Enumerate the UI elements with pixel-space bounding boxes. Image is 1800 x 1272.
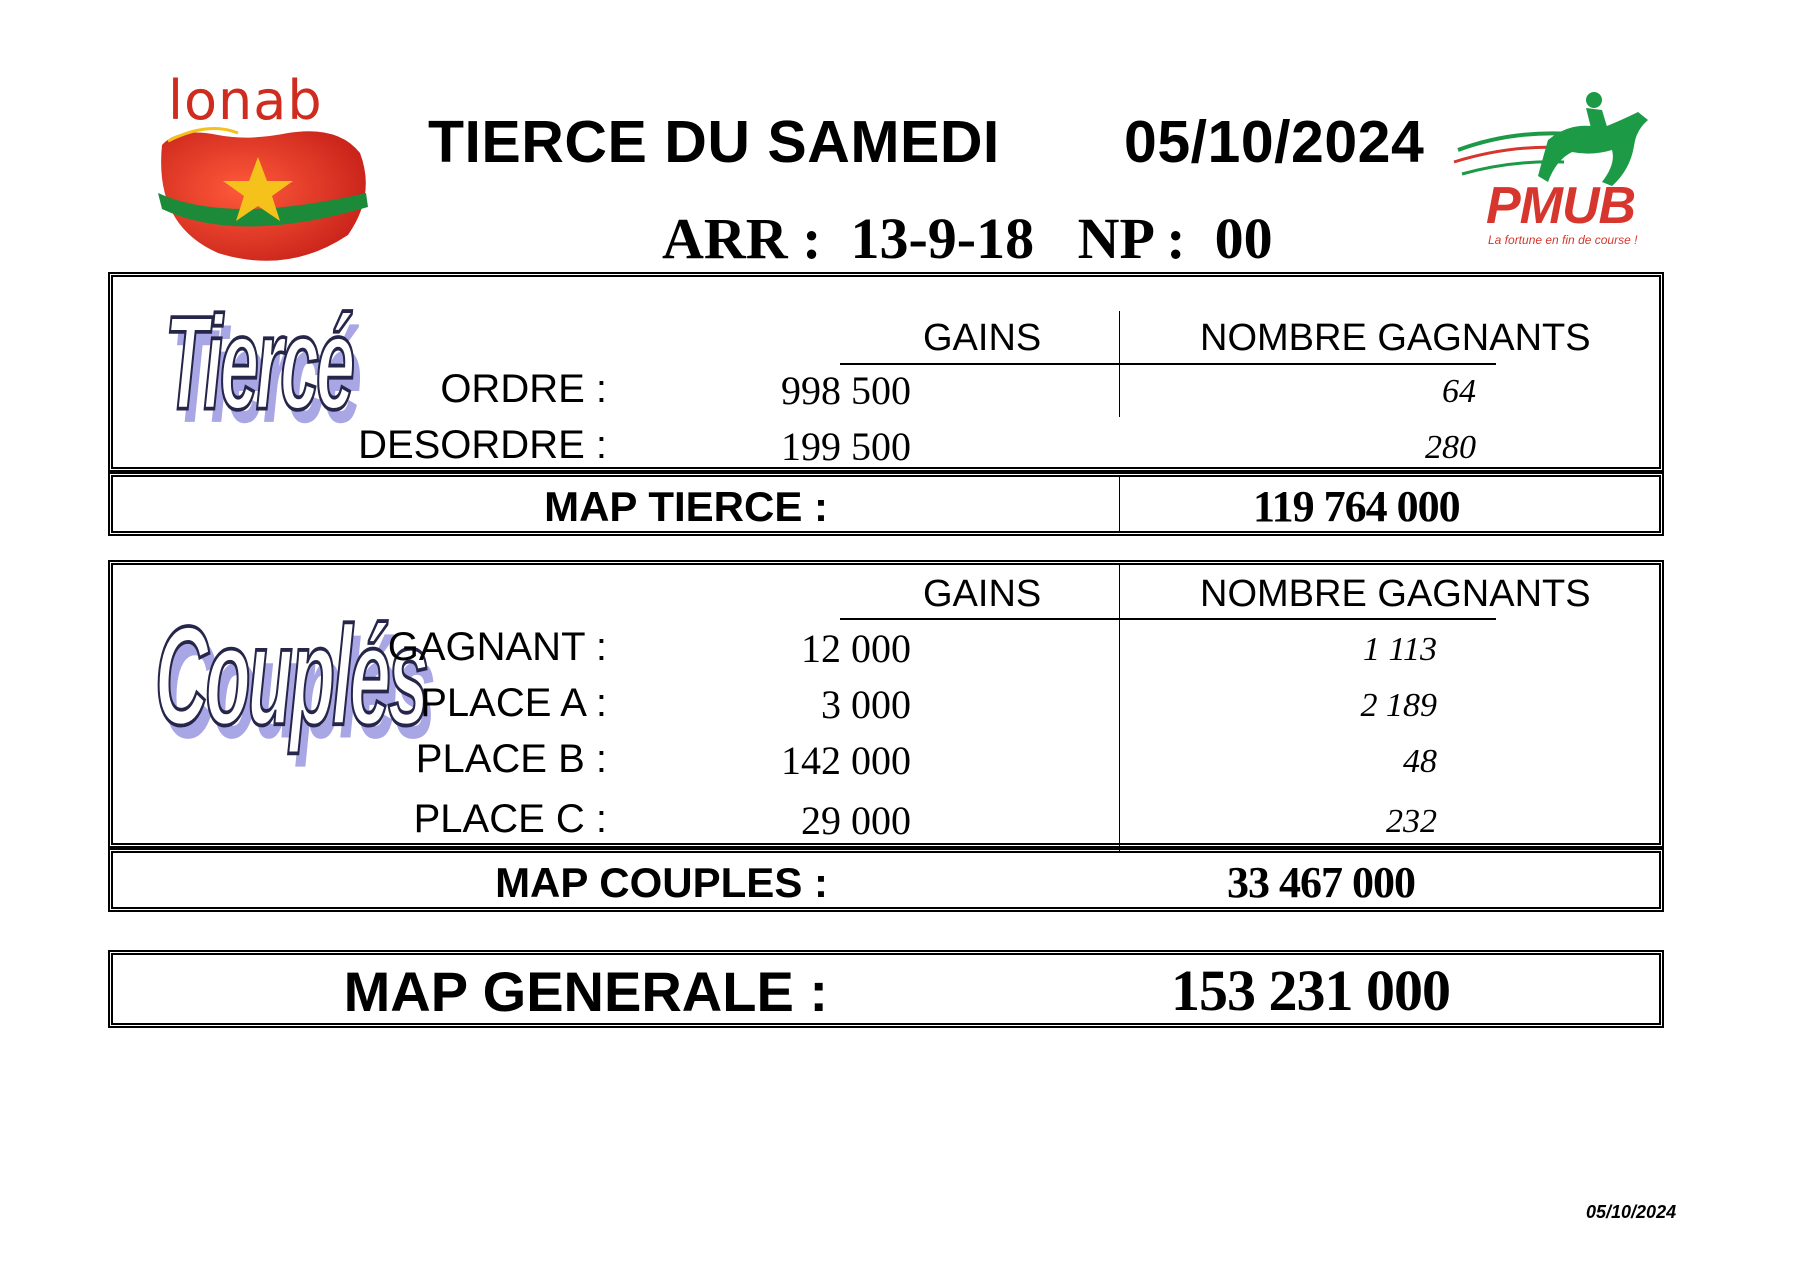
couples-col-gains: GAINS: [923, 573, 1042, 615]
couples-header-rule: [840, 618, 1496, 620]
couples-row-winners: 232: [1386, 803, 1437, 840]
arrival-line: [662, 205, 1273, 272]
couples-row-gain: 142 000: [781, 738, 911, 783]
tierce-col-divider: [1119, 311, 1120, 417]
couples-section-word: Couplés: [155, 596, 426, 755]
tierce-section-word: Tiercé: [165, 288, 352, 438]
couples-row-gain: 12 000: [801, 626, 911, 671]
horse-jockey-icon: [1452, 90, 1664, 190]
tierce-panel: [108, 272, 1664, 472]
map-couples-row: [108, 848, 1664, 912]
tierce-row-winners: 64: [1442, 373, 1476, 410]
map-generale-row: [108, 950, 1664, 1028]
tierce-col-gains: GAINS: [923, 317, 1042, 359]
couples-row-label: PLACE B :: [415, 737, 607, 781]
tierce-header-rule: [840, 363, 1496, 365]
tierce-row-label: ORDRE :: [440, 367, 607, 411]
np-value: 00: [1214, 206, 1273, 271]
tierce-col-winners: NOMBRE GAGNANTS: [1200, 317, 1591, 359]
tierce-row-gain: 998 500: [781, 368, 911, 413]
couples-row-winners: 1 113: [1363, 631, 1437, 668]
map-generale-label: MAP GENERALE :: [343, 960, 828, 1023]
couples-row-gain: 29 000: [801, 798, 911, 843]
tierce-row-gain: 199 500: [781, 424, 911, 469]
map-tierce-divider: [1119, 477, 1120, 531]
map-couples-label: MAP COUPLES :: [495, 859, 828, 906]
couples-row-gain: 3 000: [821, 682, 911, 727]
race-date: 05/10/2024: [1124, 109, 1425, 175]
lonab-logo: [148, 69, 380, 265]
map-tierce-row: [108, 472, 1664, 536]
couples-col-divider: [1119, 565, 1120, 853]
footer-date: 05/10/2024: [1586, 1202, 1677, 1222]
couples-row-label: GAGNANT :: [387, 625, 607, 669]
couples-row-winners: 2 189: [1360, 687, 1437, 724]
couples-panel: [108, 560, 1664, 848]
couples-row-label: PLACE C :: [413, 797, 607, 841]
map-generale-value: 153 231 000: [1171, 958, 1450, 1023]
map-tierce-value: 119 764 000: [1253, 482, 1460, 531]
map-tierce-label: MAP TIERCE :: [544, 483, 828, 530]
pmub-wordmark: PMUB: [1486, 177, 1636, 235]
tierce-row-label: DESORDRE :: [358, 423, 607, 467]
np-label: NP :: [1077, 206, 1186, 271]
arrival-value: 13-9-18: [850, 206, 1035, 271]
pmub-tagline: La fortune en fin de course !: [1488, 233, 1638, 247]
couples-col-winners: NOMBRE GAGNANTS: [1200, 573, 1591, 615]
tierce-row-winners: 280: [1425, 429, 1476, 466]
map-couples-value: 33 467 000: [1227, 858, 1415, 907]
lonab-wordmark: lonab: [168, 69, 323, 132]
pmub-logo: [1452, 90, 1664, 250]
couples-row-label: PLACE A :: [420, 681, 607, 725]
couples-row-winners: 48: [1403, 743, 1437, 780]
page-title: TIERCE DU SAMEDI: [428, 109, 1000, 175]
arrival-label: ARR :: [662, 206, 822, 271]
